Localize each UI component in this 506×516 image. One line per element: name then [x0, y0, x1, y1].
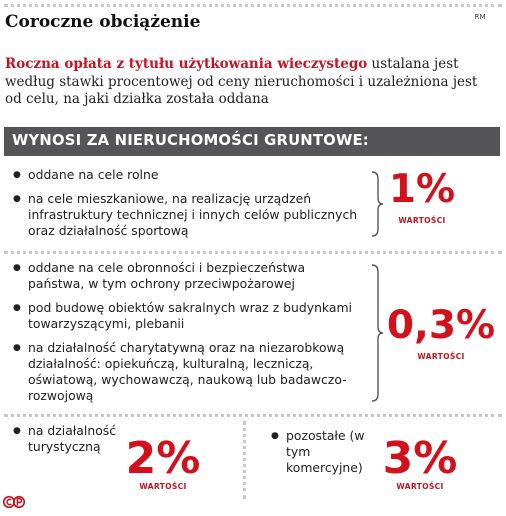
top-divider — [4, 4, 502, 7]
list-item: ● pozostałe (w tym komercyjne) — [270, 428, 365, 476]
column-divider — [243, 421, 246, 499]
rate-group-2-list — [12, 260, 362, 404]
rate-group-1-value: 1% — [388, 167, 456, 212]
list-item: ● na działalność charytatywną oraz na niezarobkową działalność: opiekuńczą, kulturalną, leczniczą, oświatową, wychowawczą, naukową lub badawczo-rozwojową — [12, 340, 362, 404]
rate-group-2-label: WARTOŚCI — [417, 352, 465, 361]
rate-group-1-label: WARTOŚCI — [398, 216, 446, 225]
group-divider — [4, 414, 502, 417]
intro-highlight: Roczna opłata z tytułu użytkowania wieczystego — [5, 56, 368, 72]
rate-group-4-value: 3% — [382, 433, 458, 484]
rate-group-1-list — [12, 167, 360, 239]
group-divider — [4, 251, 502, 254]
rate-group-2-value: 0,3% — [386, 303, 496, 348]
rate-group-3-value: 2% — [125, 433, 201, 484]
intro-paragraph — [5, 56, 493, 109]
copyright-logo — [3, 495, 25, 509]
rate-group-4-label: WARTOŚCI — [396, 482, 444, 491]
list-item: ● oddane na cele obronności i bezpieczeństwa państwa, w tym ochrony przeciwpożarowej — [12, 260, 362, 292]
section-banner-label: WYNOSI ZA NIERUCHOMOŚCI GRUNTOWE: — [12, 132, 369, 149]
list-item: ● na cele mieszkaniowe, na realizację urządzeń infrastruktury technicznej i innych celów publicznych oraz działalność sportową — [12, 191, 360, 239]
author-credit: RM — [474, 13, 486, 21]
list-item: ● na działalność turystyczną — [12, 423, 134, 455]
rate-group-3-label: WARTOŚCI — [139, 482, 187, 491]
list-item: ● pod budowę obiektów sakralnych wraz z budynkami towarzyszącymi, plebanii — [12, 300, 362, 332]
rate-group-4-list — [270, 428, 365, 476]
intro-text: ustalana jest według stawki procentowej od ceny nieruchomości i uzależniona jest od celu, na jaki działka została oddana — [5, 56, 478, 107]
rate-group-3-list — [12, 423, 134, 455]
section-banner — [4, 127, 500, 156]
infographic-title: Coroczne obciążenie — [5, 12, 201, 32]
list-item: ● oddane na cele rolne — [12, 167, 360, 183]
